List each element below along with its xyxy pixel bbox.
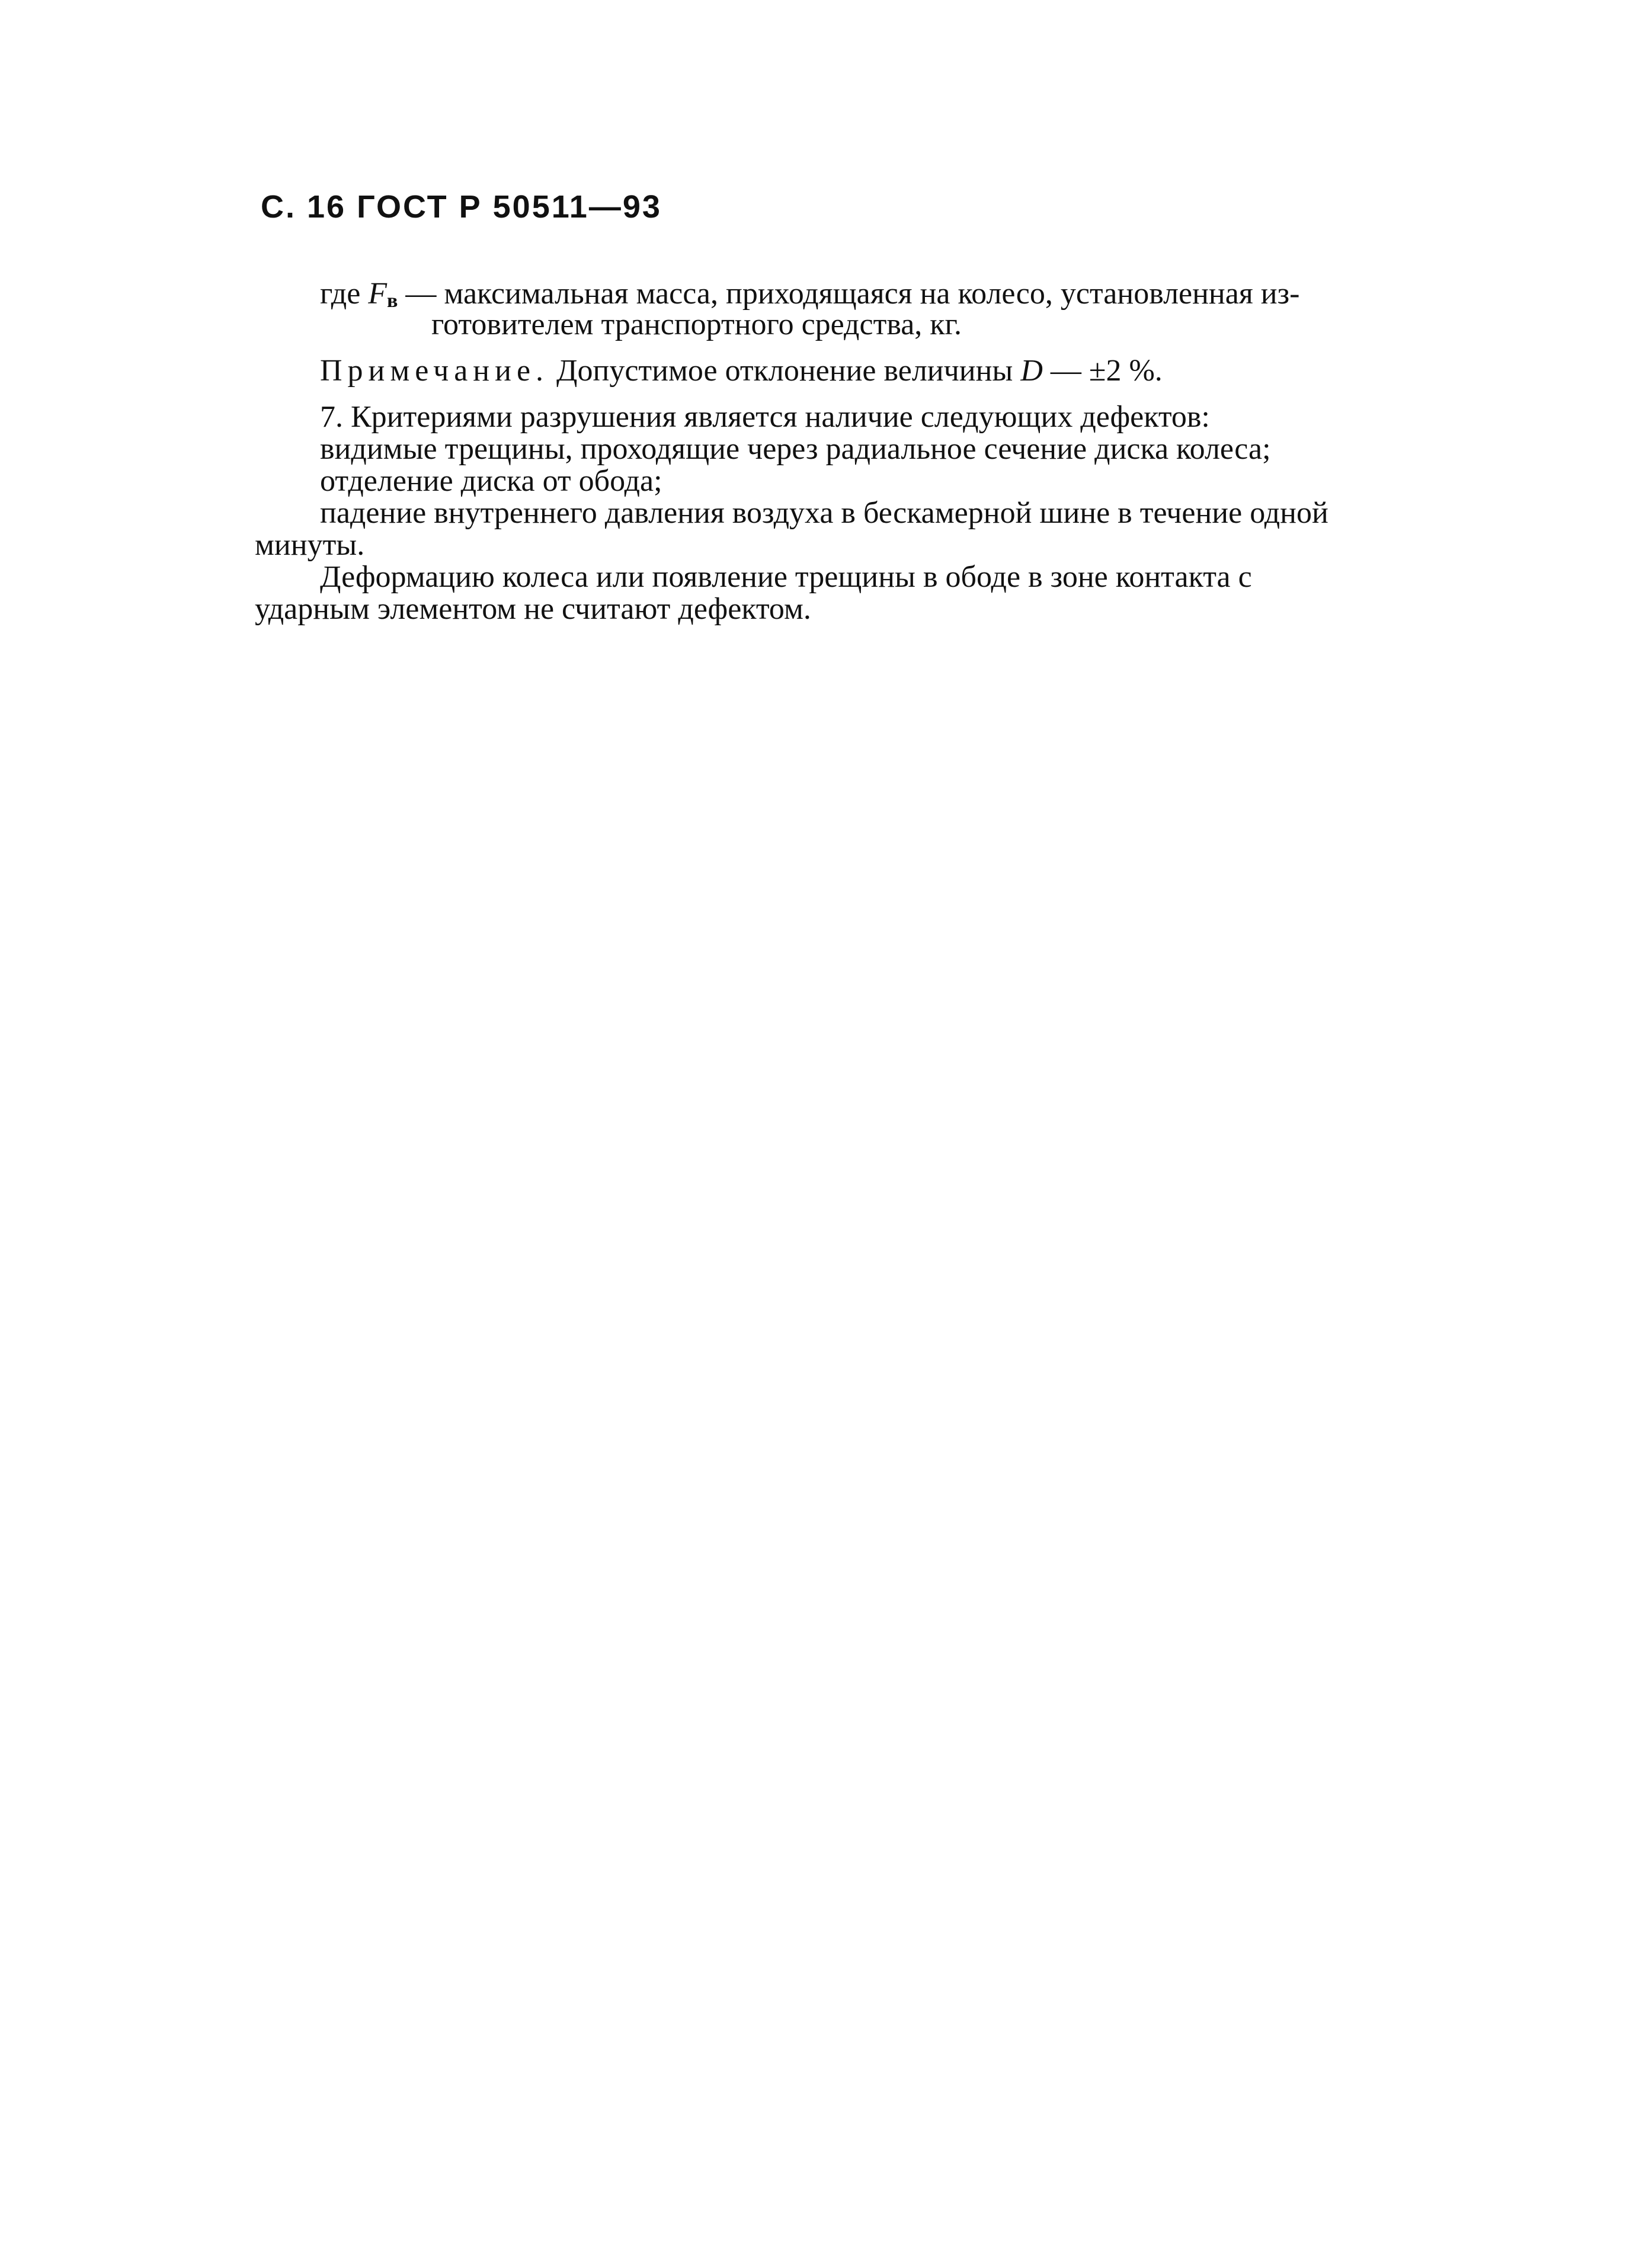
defect-item-2: отделение диска от обода; xyxy=(320,464,662,498)
where-line-1 xyxy=(320,279,1469,311)
section7-intro: 7. Критериями разрушения является наличие следующих дефектов: xyxy=(320,400,1210,434)
note-line xyxy=(320,356,1163,386)
variable-f: F xyxy=(368,277,388,311)
defect-item-1: видимые трещины, проходящие через радиальное сечение диска колеса; xyxy=(320,432,1271,466)
deformation-line-2: ударным элементом не считают дефектом. xyxy=(255,592,811,626)
note-text: Допустимое отклонение величины xyxy=(556,354,1013,388)
variable-f-subscript: в xyxy=(387,290,398,312)
where-prefix: где xyxy=(320,277,361,311)
note-label: Примечание. xyxy=(320,354,549,388)
where-line-2: готовителем транспортного средства, кг. xyxy=(431,308,962,341)
variable-d: D xyxy=(1020,354,1043,388)
defect-item-3-line-1: падение внутреннего давления воздуха в бескамерной шине в течение одной xyxy=(320,496,1328,530)
page-header: С. 16 ГОСТ Р 50511—93 xyxy=(261,189,662,225)
deformation-line-1: Деформацию колеса или появление трещины в ободе в зоне контакта с xyxy=(320,560,1252,594)
defect-item-3-line-2: минуты. xyxy=(255,528,365,562)
where-definition: — максимальная масса, приходящаяся на колесо, установленная из- xyxy=(405,277,1300,311)
note-tolerance: — ±2 %. xyxy=(1050,354,1163,388)
